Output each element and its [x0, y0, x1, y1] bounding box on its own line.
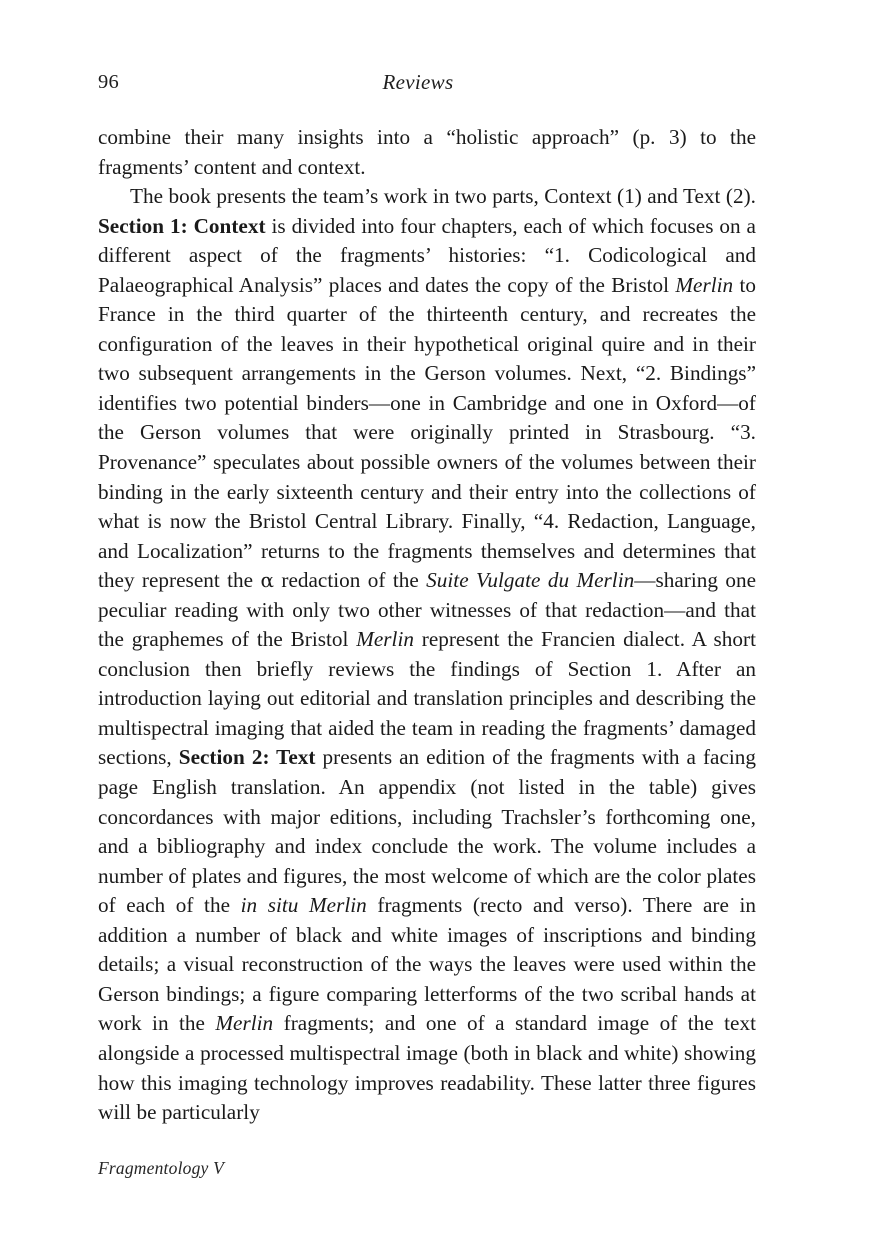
text-run: fragments (recto and verso). There are in addition a number of black and white images of inscriptions and binding details; a visual reconstruction of the ways the leaves were used within the Gerson bindings; a figure comparing letterforms of the two scribal hands at work in the [98, 893, 756, 1036]
body-text-block [98, 123, 756, 1128]
bold-section-heading-run: Section 1: Context [98, 213, 266, 238]
text-run: is divided into four chapters, each of which focuses on a different aspect of the fragments’ histories: “1. Codicological and Palaeographical Analysis” places and dates the copy of the Bristol [98, 213, 756, 297]
page-number: 96 [98, 71, 119, 93]
text-run: combine their many insights into a “holistic approach” (p. 3) to the fragments’ content and context. [98, 125, 756, 179]
footer-volume-number: V [213, 1158, 224, 1178]
running-head [98, 68, 756, 96]
text-run: to France in the third quarter of the thirteenth century, and recreates the configuration of the leaves in their hypothetical original quire and in their two subsequent arrangements in the Gerson volumes. Next, “2. Bindings” identifies two potential binders—one in Cambridge and one in Oxford—of the Gerson volumes that were originally printed in Strasbourg. “3. Provenance” speculates about possible owners of the volumes between their binding in the early sixteenth century and their entry into the collections of what is now the Bristol Central Library. Finally, “4. Redaction, Language, and Localization” returns to the fragments themselves and determines that they represent the [98, 272, 756, 593]
italic-title-run: in situ Merlin [240, 893, 367, 918]
greek-alpha-glyph: α [260, 568, 274, 593]
footer-journal-title: Fragmentology [98, 1158, 209, 1178]
italic-title-run: Merlin [356, 627, 414, 652]
text-run: represent the Francien dialect. A short conclusion then briefly reviews the findings of Section 1. After an introduction laying out editorial and translation principles and describing the multispectral imaging that aided the team in reading the fragments’ damaged sections, [98, 627, 756, 770]
page-footer [98, 1156, 224, 1180]
bold-section-heading-run: Section 2: Text [178, 745, 316, 770]
text-run: fragments; and one of a standard image of the text alongside a processed multispectral image (both in black and white) showing how this imaging technology improves readability. These latter three figures will be particularly [98, 1011, 756, 1125]
running-head-title: Reviews [382, 70, 454, 94]
paragraph-1 [98, 123, 756, 182]
italic-title-run: Merlin [675, 272, 734, 297]
italic-title-run: Suite Vulgate du Merlin [426, 568, 635, 593]
text-run: redaction of the [274, 568, 427, 593]
text-run: The book presents the team’s work in two parts, Context (1) and Text (2). [130, 184, 756, 209]
italic-title-run: Merlin [215, 1011, 274, 1036]
text-run: —sharing one peculiar reading with only two other witnesses of that redaction—and that the graphemes of the Bristol [98, 568, 757, 652]
text-run: presents an edition of the fragments with a facing page English translation. An appendix (not listed in the table) gives concordances with major editions, including Trachsler’s forthcoming one, and a bibliography and index conclude the work. The volume includes a number of plates and figures, the most welcome of which are the color plates of each of the [98, 745, 757, 918]
paragraph-2 [98, 182, 756, 1128]
